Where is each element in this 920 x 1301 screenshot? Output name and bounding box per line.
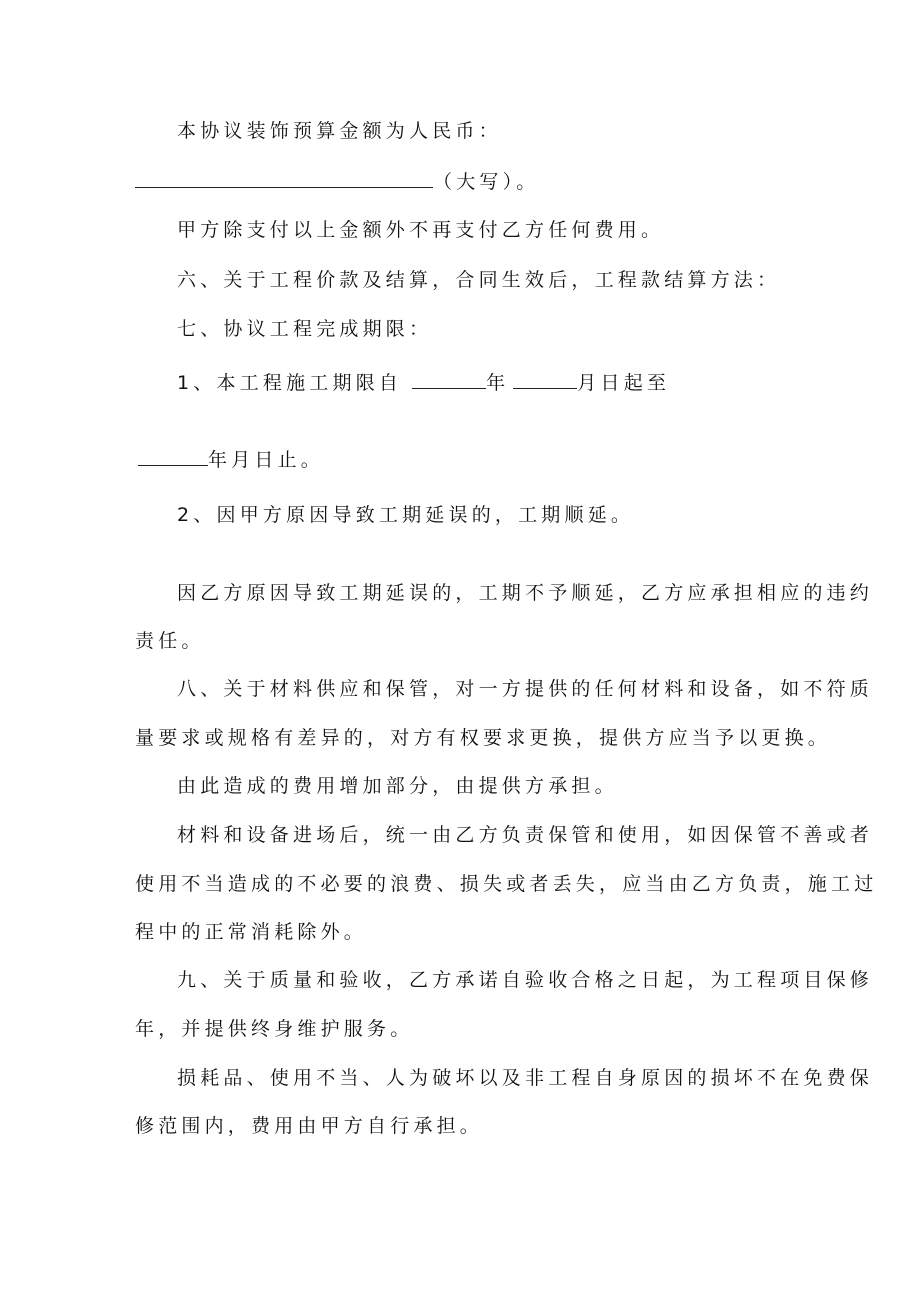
section-nine-text-2: 年，并提供终身维护服务。 (135, 1018, 414, 1040)
year-label: 年 (486, 372, 510, 394)
start-year-blank[interactable] (412, 372, 486, 389)
end-date-text: 年月日止。 (208, 449, 325, 471)
start-month-blank[interactable] (513, 372, 577, 389)
section-six-heading (177, 268, 780, 292)
month-day-from-text: 月日起至 (577, 372, 671, 394)
amount-blank[interactable] (135, 171, 433, 188)
section-seven-text: 七、协议工程完成期限： (177, 318, 433, 340)
budget-amount-text: 本协议装饰预算金额为人民币： (177, 120, 502, 142)
warranty-exclusion-line-2 (135, 1114, 483, 1138)
period-start-text: 1、本工程施工期限自 (177, 372, 403, 394)
delay-by-party-b-text: 因乙方原因导致工期延误的，工期不予顺延，乙方应承担相应的违约 (177, 582, 874, 604)
section-nine-text-1: 九、关于质量和验收，乙方承诺自验收合格之日起，为工程项目保修 (177, 969, 874, 991)
section-eight-line-1 (177, 677, 873, 701)
no-other-fees-text: 甲方除支付以上金额外不再支付乙方任何费用。 (177, 219, 665, 241)
liability-line (135, 629, 205, 653)
delay-by-party-a-line (177, 503, 634, 527)
materials-custody-line-3 (135, 920, 367, 944)
cost-increase-line (177, 774, 618, 798)
materials-custody-line-2 (135, 872, 877, 896)
materials-custody-line-1 (177, 823, 873, 847)
materials-custody-text-1: 材料和设备进场后，统一由乙方负责保管和使用，如因保管不善或者 (177, 824, 874, 846)
cost-increase-text: 由此造成的费用增加部分，由提供方承担。 (177, 775, 618, 797)
section-eight-line-2 (135, 726, 831, 750)
section-six-text: 六、关于工程价款及结算，合同生效后，工程款结算方法： (177, 269, 781, 291)
section-seven-heading (177, 317, 432, 341)
liability-text: 责任。 (135, 630, 205, 652)
budget-uppercase-line (135, 170, 540, 194)
delay-by-party-a-text: 2、因甲方原因导致工期延误的，工期顺延。 (177, 504, 635, 526)
section-nine-line-1 (177, 968, 873, 992)
end-year-blank[interactable] (138, 449, 208, 466)
materials-custody-text-2: 使用不当造成的不必要的浪费、损失或者丢失，应当由乙方负责，施工过 (135, 873, 878, 895)
warranty-exclusion-text-2: 修范围内，费用由甲方自行承担。 (135, 1115, 484, 1137)
construction-period-line (177, 371, 670, 395)
budget-amount-line (177, 119, 502, 143)
warranty-exclusion-text-1: 损耗品、使用不当、人为破坏以及非工程自身原因的损坏不在免费保 (177, 1067, 874, 1089)
delay-by-party-b-line (177, 581, 873, 605)
section-nine-line-2 (135, 1017, 413, 1041)
construction-end-line (138, 448, 324, 472)
section-eight-text-1: 八、关于材料供应和保管，对一方提供的任何材料和设备，如不符质 (177, 678, 874, 700)
uppercase-label: （大写）。 (433, 171, 540, 193)
materials-custody-text-3: 程中的正常消耗除外。 (135, 921, 368, 943)
warranty-exclusion-line-1 (177, 1066, 873, 1090)
section-eight-text-2: 量要求或规格有差异的，对方有权要求更换，提供方应当予以更换。 (135, 727, 832, 749)
no-other-fees-line (177, 218, 664, 242)
